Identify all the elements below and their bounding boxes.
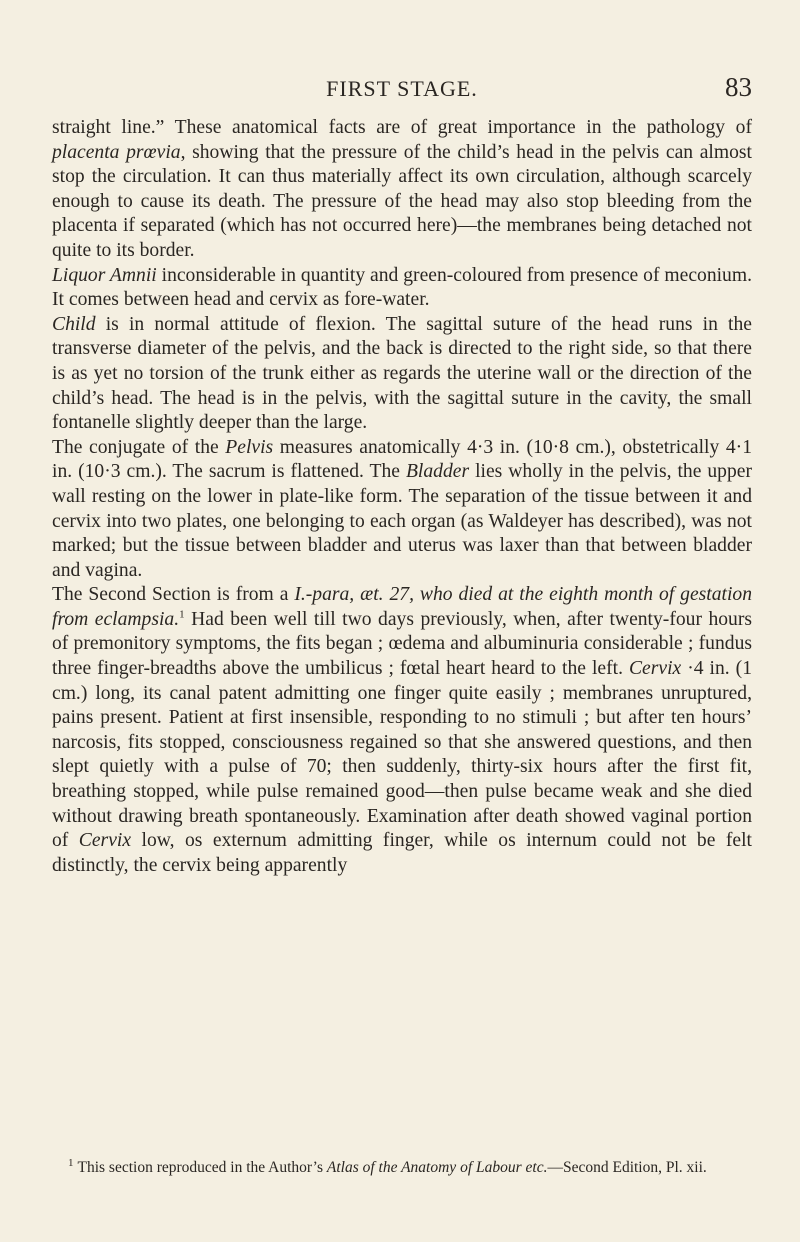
text-run: —Second Edition, Pl. xii. [547, 1159, 707, 1177]
paragraph-liquor-amnii [52, 264, 752, 313]
text-run: The conjugate of the [52, 436, 226, 458]
paragraph-placenta [52, 116, 752, 264]
text-run: measures anatomically 4·3 in. (10·8 cm.), obstetrically 4·1 in. (10·3 cm.). The sacrum is flattened. The [52, 436, 752, 483]
footnote [52, 1153, 752, 1178]
text-run: The Second Section is from a [52, 584, 295, 606]
running-head: FIRST STAGE. [326, 76, 478, 101]
page-header [52, 72, 752, 106]
italic-term: Bladder [405, 461, 470, 483]
page-number: 83 [725, 72, 752, 102]
text-run: This section reproduced in the Author’s [77, 1159, 327, 1177]
text-run: lies wholly in the pelvis, the upper wall resting on the lower in plate-like form. The separation of the tissue between it and cervix into two plates, one belonging to each organ (as Waldeyer has described), was not marked; but the tissue between bladder and uterus was laxer than that between bladder and vagina. [52, 461, 752, 581]
text-run: Had been well till two days previously, when, after twenty-four hours of premonitory symptoms, the fits began ; œdema and albuminuria considerable ; fundus three finger-breadths above the umbilicus ; fœtal heart heard to the left. [52, 608, 752, 680]
italic-term: I.-para, æt. 27, who died at the eighth month of gestation from eclampsia. [52, 584, 752, 630]
text-run: inconsiderable in quantity and green-coloured from presence of meconium. It comes between head and cervix as fore-water. [52, 264, 752, 311]
text-run: straight line.” These anatomical facts are of great importance in the pathology of [52, 117, 752, 138]
italic-term: Pelvis [225, 436, 274, 458]
italic-term: Cervix [628, 658, 682, 680]
paragraph-second-section [52, 583, 752, 878]
italic-term: Liquor Amnii [52, 264, 157, 286]
italic-term: Cervix [78, 830, 132, 852]
italic-title: Atlas of the Anatomy of Labour etc. [326, 1159, 548, 1177]
paragraph-child [52, 313, 752, 436]
footnote-text [52, 1153, 752, 1178]
footnote-mark: 1 [68, 1157, 74, 1169]
body-text [52, 116, 752, 878]
paragraph-pelvis [52, 436, 752, 584]
text-run: ·4 in. (1 cm.) long, its canal patent admitting one finger quite easily ; membranes unruptured, pains present. Patient at first insensible, responding to no stimuli ; but after ten hours’ narcosis, fits stopped, consciousness regained so that she answered questions, and then slept quietly with a pulse of 70; then suddenly, thirty-six hours after the first fit, breathing stopped, while pulse remained good—then pulse became weak and she died without drawing breath spontaneously. Examination after death showed vaginal portion of [52, 658, 752, 852]
text-run: low, os externum admitting finger, while os internum could not be felt distinctly, the cervix being apparently [52, 830, 752, 876]
italic-term: Child [52, 313, 96, 335]
italic-term: placenta prœvia [52, 141, 181, 163]
text-run: is in normal attitude of flexion. The sagittal suture of the head runs in the transverse diameter of the pelvis, and the back is directed to the right side, so that there is as yet no torsion of the trunk either as regards the uterine wall or the direction of the child’s head. The head is in the pelvis, with the sagittal suture in the cavity, the small fontanelle slightly deeper than the large. [52, 313, 752, 434]
footnote-reference: 1 [179, 608, 185, 621]
text-run: , showing that the pressure of the child’s head in the pelvis can almost stop the circulation. It can thus materially affect its own circulation, although scarcely enough to cause its death. The pressure of the head may also stop bleeding from the placenta if separated (which has not occurred here)—the membranes being detached not quite to its border. [52, 141, 752, 261]
